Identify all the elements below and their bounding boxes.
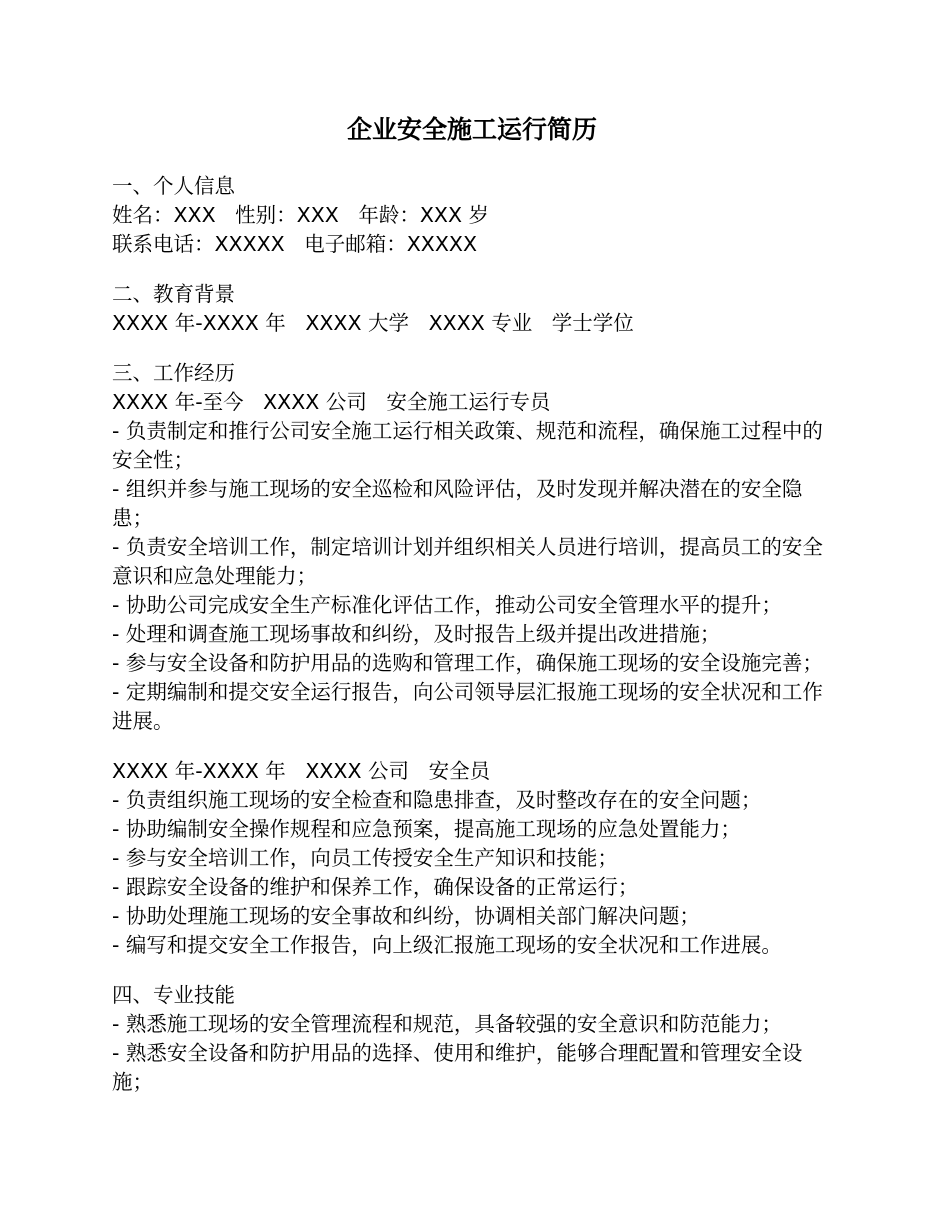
job-duties-list: [112, 417, 832, 736]
list-item: - 跟踪安全设备的维护和保养工作，确保设备的正常运行；: [112, 875, 639, 899]
list-item: - 熟悉施工现场的安全管理流程和规范，具备较强的安全意识和防范能力；: [112, 1012, 782, 1036]
list-item: - 协助处理施工现场的安全事故和纠纷，协调相关部门解决问题；: [112, 904, 700, 928]
list-item: - 参与安全设备和防护用品的选购和管理工作，确保施工现场的安全设施完善；: [112, 651, 823, 675]
resume-page: [112, 112, 832, 1097]
document-title: 企业安全施工运行简历: [346, 115, 597, 144]
section-heading: 一、个人信息: [112, 174, 235, 198]
list-item: - 定期编制和提交安全运行报告，向公司领导层汇报施工现场的安全状况和工作进展。: [112, 680, 823, 733]
job-duties-list: [112, 786, 832, 960]
skills-list: [112, 1010, 832, 1097]
section-personal-info: [112, 172, 832, 259]
section-heading: 二、教育背景: [112, 282, 235, 306]
section-education: [112, 280, 832, 338]
personal-line-basic: 姓名：XXX 性别：XXX 年龄：XXX 岁: [112, 203, 490, 227]
job-header: XXXX 年-XXXX 年 XXXX 公司 安全员: [112, 759, 491, 783]
list-item: - 负责安全培训工作，制定培训计划并组织相关人员进行培训，提高员工的安全意识和应急处理能力；: [112, 535, 823, 588]
list-item: - 负责制定和推行公司安全施工运行相关政策、规范和流程，确保施工过程中的安全性；: [112, 419, 823, 472]
list-item: - 处理和调查施工现场事故和纠纷，及时报告上级并提出改进措施；: [112, 622, 721, 646]
list-item: - 参与安全培训工作，向员工传授安全生产知识和技能；: [112, 846, 618, 870]
list-item: - 熟悉安全设备和防护用品的选择、使用和维护，能够合理配置和管理安全设施；: [112, 1041, 803, 1094]
list-item: - 编写和提交安全工作报告，向上级汇报施工现场的安全状况和工作进展。: [112, 933, 782, 957]
list-item: - 协助公司完成安全生产标准化评估工作，推动公司安全管理水平的提升；: [112, 593, 782, 617]
list-item: - 组织并参与施工现场的安全巡检和风险评估，及时发现并解决潜在的安全隐患；: [112, 477, 803, 530]
section-heading: 四、专业技能: [112, 983, 235, 1007]
personal-line-contact: 联系电话：XXXXX 电子邮箱：XXXXX: [112, 232, 477, 256]
section-work-experience: [112, 359, 832, 960]
section-skills: [112, 981, 832, 1097]
job-header: XXXX 年-至今 XXXX 公司 安全施工运行专员: [112, 390, 551, 414]
list-item: - 负责组织施工现场的安全检查和隐患排查，及时整改存在的安全问题；: [112, 788, 762, 812]
section-heading: 三、工作经历: [112, 361, 235, 385]
list-item: - 协助编制安全操作规程和应急预案，提高施工现场的应急处置能力；: [112, 817, 741, 841]
education-line: XXXX 年-XXXX 年 XXXX 大学 XXXX 专业 学士学位: [112, 311, 634, 335]
